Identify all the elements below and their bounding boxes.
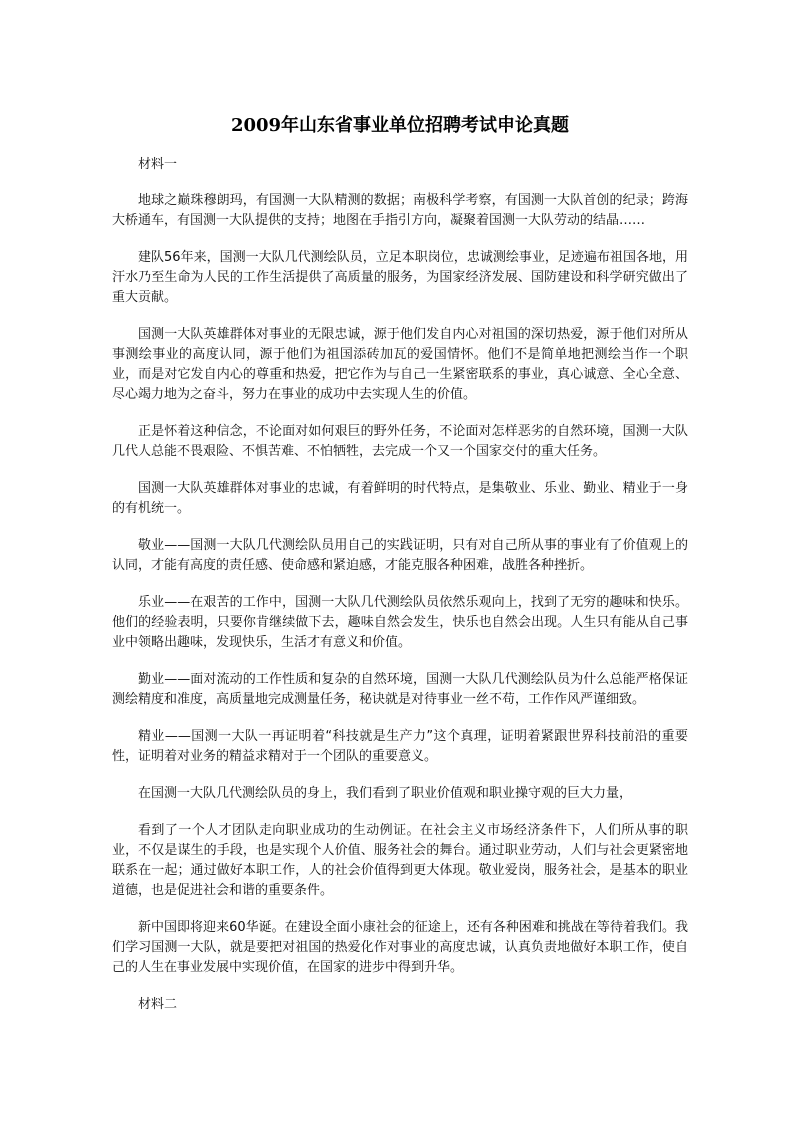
paragraph-3: 国测一大队英雄群体对事业的无限忠诚，源于他们发自内心对祖国的深切热爱，源于他们对所从事测绘事业的高度认同，源于他们为祖国添砖加瓦的爱国情怀。他们不是简单地把测绘当作一个职业，而是对它发自内心的尊重和热爱，把它作为与自己一生紧密联系的事业，真心诚意、全心全意、尽心竭力地为之奋斗，努力在事业的成功中去实现人生的价值。 bbox=[112, 327, 688, 402]
paragraph-5: 国测一大队英雄群体对事业的忠诚，有着鲜明的时代特点，是集敬业、乐业、勤业、精业于一身的有机统一。 bbox=[112, 481, 688, 516]
paragraph-2: 建队56年来，国测一大队几代测绘队员，立足本职岗位，忠诚测绘事业，足迹遍布祖国各地，用汗水乃至生命为人民的工作生活提供了高质量的服务，为国家经济发展、国防建设和科学研究做出了重大贡献。 bbox=[112, 250, 688, 305]
document-title: 2009年山东省事业单位招聘考试申论真题 bbox=[230, 115, 570, 136]
document-body bbox=[112, 113, 688, 1031]
paragraph-11: 看到了一个人才团队走向职业成功的生动例证。在社会主义市场经济条件下，人们所从事的职业，不仅是谋生的手段，也是实现个人价值、服务社会的舞台。通过职业劳动，人们与社会更紧密地联系在一起；通过做好本职工作，人的社会价值得到更大体现。敬业爱岗，服务社会，是基本的职业道德，也是促进社会和谐的重要条件。 bbox=[112, 823, 688, 898]
paragraph-1: 地球之巅珠穆朗玛，有国测一大队精测的数据；南极科学考察，有国测一大队首创的纪录；跨海大桥通车，有国测一大队提供的支持；地图在手指引方向，凝聚着国测一大队劳动的结晶…… bbox=[112, 193, 688, 228]
material-1-label: 材料一 bbox=[138, 157, 178, 172]
paragraph-8: 勤业——面对流动的工作性质和复杂的自然环境，国测一大队几代测绘队员为什么总能严格保证测绘精度和准度，高质量地完成测量任务，秘诀就是对待事业一丝不苟，工作作风严谨细致。 bbox=[112, 672, 688, 707]
material-2-label: 材料二 bbox=[138, 997, 178, 1012]
paragraph-12: 新中国即将迎来60华诞。在建设全面小康社会的征途上，还有各种困难和挑战在等待着我们。我们学习国测一大队，就是要把对祖国的热爱化作对事业的高度忠诚，认真负责地做好本职工作，使自己的人生在事业发展中实现价值，在国家的进步中得到升华。 bbox=[112, 920, 688, 975]
paragraph-4: 正是怀着这种信念，不论面对如何艰巨的野外任务，不论面对怎样恶劣的自然环境，国测一大队几代人总能不畏艰险、不惧苦难、不怕牺牲，去完成一个又一个国家交付的重大任务。 bbox=[112, 424, 688, 459]
paragraph-7: 乐业——在艰苦的工作中，国测一大队几代测绘队员依然乐观向上，找到了无穷的趣味和快乐。他们的经验表明，只要你肯继续做下去，趣味自然会发生，快乐也自然会出现。人生只有能从自己事业中领略出趣味，发现快乐，生活才有意义和价值。 bbox=[112, 595, 688, 650]
paragraph-9: 精业——国测一大队一再证明着“科技就是生产力”这个真理，证明着紧跟世界科技前沿的重要性，证明着对业务的精益求精对于一个团队的重要意义。 bbox=[112, 729, 688, 764]
paragraph-6: 敬业——国测一大队几代测绘队员用自己的实践证明，只有对自己所从事的事业有了价值观上的认同，才能有高度的责任感、使命感和紧迫感，才能克服各种困难，战胜各种挫折。 bbox=[112, 538, 688, 573]
paragraph-10: 在国测一大队几代测绘队员的身上，我们看到了职业价值观和职业操守观的巨大力量， bbox=[138, 786, 633, 801]
